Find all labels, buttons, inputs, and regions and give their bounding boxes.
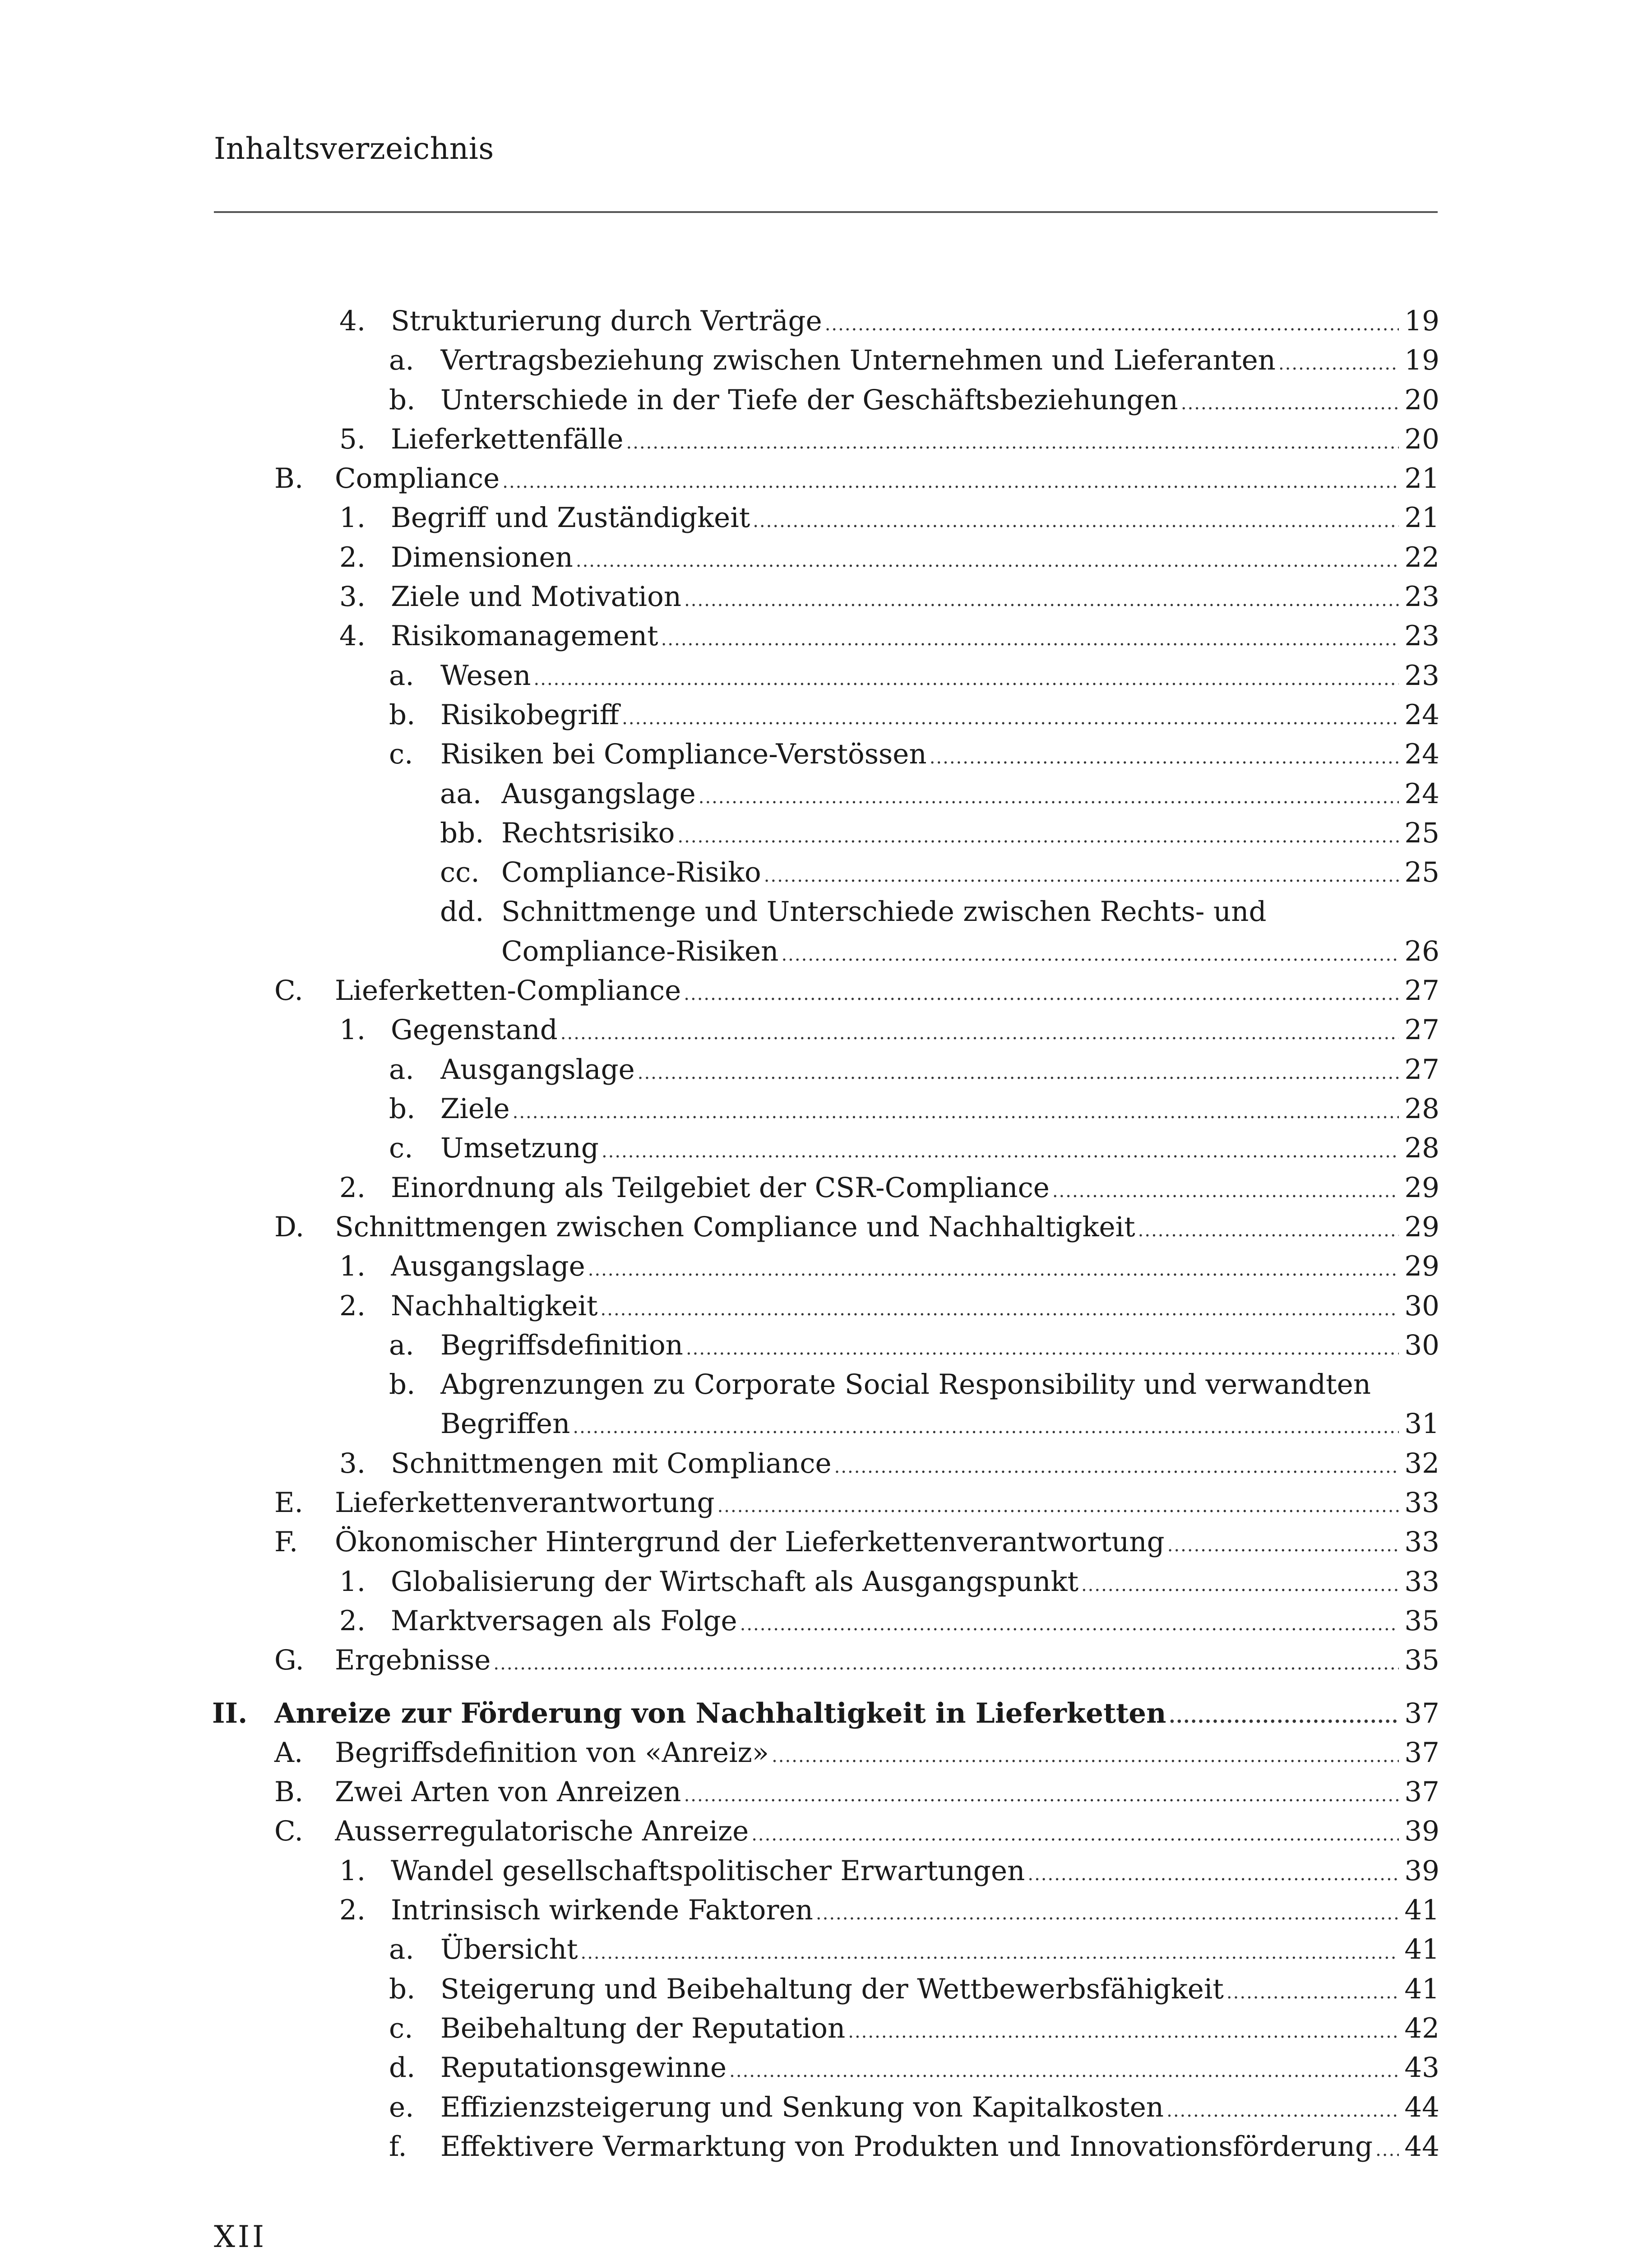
- toc-entry-title: Effektivere Vermarktung von Produkten und Innovationsförderung: [440, 2131, 1373, 2163]
- toc-entry-title: Wandel gesellschaftspolitischer Erwartungen: [391, 1855, 1025, 1887]
- toc-entry-number: a.: [389, 1329, 414, 1361]
- toc-entry-title: Schnittmengen zwischen Compliance und Nachhaltigkeit: [335, 1211, 1135, 1243]
- dot-leader: [1166, 2093, 1399, 2129]
- toc-entry-title: Globalisierung der Wirtschaft als Ausgangspunkt: [391, 1566, 1078, 1598]
- toc-entry-number: 1.: [339, 1855, 366, 1887]
- toc-entry-number: bb.: [440, 817, 484, 849]
- toc-entry-page: 29: [1404, 1211, 1439, 1243]
- toc-entry: [0, 1524, 1439, 1560]
- toc-entry-number: 4.: [339, 305, 366, 337]
- toc-entry: [0, 303, 1439, 339]
- dot-leader: [930, 740, 1399, 776]
- dot-leader: [764, 858, 1399, 894]
- toc-entry-number: 1.: [339, 1014, 366, 1046]
- toc-entry-number: c.: [389, 1132, 413, 1164]
- toc-entry: [0, 1774, 1439, 1810]
- toc-entry-number: 4.: [339, 620, 366, 652]
- toc-entry-title: Begriffsdefinition: [440, 1329, 683, 1361]
- toc-entry-title: Reputationsgewinne: [440, 2052, 727, 2084]
- dot-leader: [588, 1252, 1399, 1288]
- toc-entry-number: a.: [389, 660, 414, 692]
- toc-entry: [0, 736, 1439, 772]
- toc-entry-number: b.: [389, 384, 416, 416]
- toc-entry-page: 27: [1404, 1054, 1439, 1086]
- toc-entry-page: 44: [1404, 2091, 1439, 2123]
- toc-entry-number: A.: [274, 1737, 303, 1769]
- toc-entry-title: Ergebnisse: [335, 1644, 491, 1676]
- toc-entry-number: 2.: [339, 1894, 366, 1926]
- toc-entry-page: 29: [1404, 1172, 1439, 1204]
- toc-entry-number: c.: [389, 2012, 413, 2044]
- toc-entry-title: Ausgangslage: [501, 778, 696, 810]
- toc-entry: [0, 776, 1439, 812]
- toc-entry: [0, 1130, 1439, 1166]
- toc-entry: [0, 934, 1439, 970]
- dot-leader: [729, 2053, 1399, 2089]
- toc-entry: [0, 1696, 1439, 1732]
- toc-entry-number: 1.: [339, 1250, 366, 1282]
- toc-entry-page: 41: [1404, 1933, 1439, 1965]
- toc-entry: [0, 855, 1439, 891]
- toc-entry: [0, 1853, 1439, 1889]
- toc-entry-page: 28: [1404, 1093, 1439, 1125]
- toc-entry-page: 42: [1404, 2012, 1439, 2044]
- dot-leader: [699, 779, 1399, 815]
- toc-entry-number: cc.: [440, 856, 480, 888]
- dot-leader: [576, 543, 1399, 579]
- page-number: XII: [214, 2219, 267, 2254]
- toc-entry-number: 2.: [339, 1290, 366, 1322]
- toc-entry-number: D.: [274, 1211, 305, 1243]
- dot-leader: [848, 2014, 1399, 2050]
- dot-leader: [1138, 1212, 1399, 1248]
- dot-leader: [834, 1449, 1399, 1485]
- dot-leader: [753, 503, 1399, 539]
- dot-leader: [686, 1331, 1399, 1367]
- running-head: Inhaltsverzeichnis: [214, 131, 494, 166]
- toc-entry: [0, 1735, 1439, 1771]
- toc-entry-page: 29: [1404, 1250, 1439, 1282]
- toc-entry-page: 24: [1404, 738, 1439, 770]
- dot-leader: [825, 306, 1399, 342]
- dot-leader: [513, 1094, 1399, 1130]
- toc-entry-page: 33: [1404, 1566, 1439, 1598]
- dot-leader: [661, 621, 1399, 657]
- dot-leader: [1167, 1527, 1399, 1563]
- toc-entry: [0, 342, 1439, 379]
- toc-entry-page: 39: [1404, 1815, 1439, 1847]
- dot-leader: [1169, 1699, 1399, 1735]
- toc-entry: [0, 1012, 1439, 1048]
- toc-entry-title: Lieferkettenfälle: [391, 423, 624, 455]
- toc-entry-page: 24: [1404, 699, 1439, 731]
- toc-entry-number: C.: [274, 1815, 303, 1847]
- dot-leader: [781, 937, 1399, 973]
- toc-entry: [0, 2090, 1439, 2126]
- toc-entry-title: Beibehaltung der Reputation: [440, 2012, 846, 2044]
- toc-entry: [0, 1603, 1439, 1639]
- toc-entry: [0, 1446, 1439, 1482]
- toc-entry-number: b.: [389, 1093, 416, 1125]
- dot-leader: [1375, 2132, 1399, 2168]
- toc-entry: [0, 540, 1439, 576]
- toc-entry-page: 24: [1404, 778, 1439, 810]
- dot-leader: [601, 1291, 1399, 1327]
- toc-entry-title: Compliance-Risiko: [501, 856, 761, 888]
- dot-leader: [1027, 1856, 1399, 1892]
- toc-entry-page: 32: [1404, 1447, 1439, 1479]
- toc-entry-page: 41: [1404, 1894, 1439, 1926]
- dot-leader: [502, 464, 1399, 500]
- toc-entry-number: II.: [212, 1697, 248, 1729]
- dot-leader: [534, 661, 1399, 697]
- dot-leader: [638, 1055, 1399, 1091]
- dot-leader: [622, 700, 1399, 736]
- toc-entry-number: b.: [389, 699, 416, 731]
- dot-leader: [684, 976, 1399, 1012]
- toc-entry-number: d.: [389, 2052, 416, 2084]
- toc-entry-page: 23: [1404, 581, 1439, 613]
- toc-entry-title: Zwei Arten von Anreizen: [335, 1776, 681, 1808]
- toc-entry-title: Ziele: [440, 1093, 510, 1125]
- toc-entry: [0, 618, 1439, 654]
- toc-entry-number: 3.: [339, 581, 366, 613]
- toc-entry: [0, 579, 1439, 615]
- dot-leader: [581, 1935, 1399, 1971]
- toc-entry-title: Lieferketten-Compliance: [335, 975, 681, 1007]
- toc-entry-title: Anreize zur Förderung von Nachhaltigkeit in Lieferketten: [274, 1697, 1166, 1729]
- toc-entry-title: Wesen: [440, 660, 531, 692]
- dot-leader: [1081, 1567, 1399, 1603]
- dot-leader: [1052, 1173, 1399, 1209]
- toc-entry-page: 19: [1404, 344, 1439, 376]
- toc-entry-number: 1.: [339, 502, 366, 534]
- dot-leader: [626, 425, 1399, 461]
- toc-entry-title: Ausgangslage: [440, 1054, 635, 1086]
- toc-entry-title: Dimensionen: [391, 541, 573, 573]
- toc-entry-title: Begriffen: [440, 1408, 570, 1440]
- toc-entry: [0, 1209, 1439, 1245]
- toc-entry-page: 20: [1404, 423, 1439, 455]
- dot-leader: [772, 1738, 1399, 1774]
- toc-entry-page: 33: [1404, 1487, 1439, 1519]
- toc-entry: [0, 421, 1439, 458]
- toc-entry-page: 28: [1404, 1132, 1439, 1164]
- toc-entry-title: Risikomanagement: [391, 620, 658, 652]
- toc-entry: [0, 2129, 1439, 2165]
- toc-entry: [0, 1367, 1439, 1403]
- toc-entry-title: Marktversagen als Folge: [391, 1605, 737, 1637]
- dot-leader: [717, 1488, 1399, 1524]
- toc-entry-page: 27: [1404, 975, 1439, 1007]
- toc-entry-page: 25: [1404, 817, 1439, 849]
- dot-leader: [573, 1409, 1399, 1445]
- toc-entry: [0, 1971, 1439, 2007]
- toc-entry-number: 2.: [339, 1605, 366, 1637]
- toc-entry-page: 19: [1404, 305, 1439, 337]
- toc-entry: [0, 1892, 1439, 1928]
- toc-entry: [0, 658, 1439, 694]
- toc-entry-number: f.: [389, 2131, 407, 2163]
- toc-entry: [0, 1932, 1439, 1968]
- toc-entry-page: 20: [1404, 384, 1439, 416]
- toc-entry-number: 3.: [339, 1447, 366, 1479]
- toc-entry-title: Begriff und Zuständigkeit: [391, 502, 750, 534]
- toc-entry: [0, 2011, 1439, 2047]
- toc-entry-title: Schnittmengen mit Compliance: [391, 1447, 832, 1479]
- toc-entry-title: Rechtsrisiko: [501, 817, 675, 849]
- toc-entry-title: Steigerung und Beibehaltung der Wettbewerbsfähigkeit: [440, 1973, 1224, 2005]
- toc-entry-number: 5.: [339, 423, 366, 455]
- toc-entry-title: Nachhaltigkeit: [391, 1290, 598, 1322]
- toc-entry-page: 44: [1404, 2131, 1439, 2163]
- toc-entry: [0, 1813, 1439, 1849]
- toc-entry-title: Unterschiede in der Tiefe der Geschäftsbeziehungen: [440, 384, 1178, 416]
- toc-entry-number: E.: [274, 1487, 303, 1519]
- toc-entry: [0, 1642, 1439, 1678]
- toc-entry-page: 37: [1404, 1776, 1439, 1808]
- toc-entry-number: B.: [274, 1776, 304, 1808]
- toc-entry-page: 26: [1404, 935, 1439, 967]
- toc-entry-number: 1.: [339, 1566, 366, 1598]
- dot-leader: [684, 1777, 1399, 1813]
- toc-entry-number: c.: [389, 738, 413, 770]
- toc-entry-page: 37: [1404, 1737, 1439, 1769]
- toc-entry-title: Einordnung als Teilgebiet der CSR-Compliance: [391, 1172, 1050, 1204]
- toc-entry-number: B.: [274, 462, 304, 495]
- toc-entry-page: 31: [1404, 1408, 1439, 1440]
- toc-entry: [0, 382, 1439, 418]
- toc-entry-number: dd.: [440, 896, 484, 928]
- dot-leader: [560, 1015, 1399, 1051]
- toc-entry: [0, 461, 1439, 497]
- toc-entry-page: 33: [1404, 1526, 1439, 1558]
- toc-entry-page: 25: [1404, 856, 1439, 888]
- toc-entry-title: Übersicht: [440, 1933, 578, 1965]
- toc-entry-number: a.: [389, 344, 414, 376]
- toc-entry-number: a.: [389, 1054, 414, 1086]
- toc-entry-number: b.: [389, 1973, 416, 2005]
- toc-entry-page: 35: [1404, 1605, 1439, 1637]
- toc-entry-page: 23: [1404, 620, 1439, 652]
- toc-entry-title: Umsetzung: [440, 1132, 599, 1164]
- toc-entry-title: Strukturierung durch Verträge: [391, 305, 822, 337]
- toc-entry-title: Compliance-Risiken: [501, 935, 779, 967]
- toc-entry: [0, 815, 1439, 851]
- toc-entry-title: Ökonomischer Hintergrund der Lieferkettenverantwortung: [335, 1526, 1165, 1558]
- toc-entry-page: 41: [1404, 1973, 1439, 2005]
- toc-entry-title: Lieferkettenverantwortung: [335, 1487, 715, 1519]
- dot-leader: [816, 1895, 1399, 1932]
- toc-entry-title: Ziele und Motivation: [391, 581, 682, 613]
- toc-entry: [0, 2050, 1439, 2086]
- dot-leader: [684, 582, 1399, 618]
- toc-entry-title: Risikobegriff: [440, 699, 620, 731]
- toc-entry: [0, 1327, 1439, 1364]
- toc-entry-number: G.: [274, 1644, 304, 1676]
- toc-entry-page: 39: [1404, 1855, 1439, 1887]
- toc-entry-title: Intrinsisch wirkende Faktoren: [391, 1894, 813, 1926]
- dot-leader: [493, 1646, 1399, 1682]
- toc-entry-title: Abgrenzungen zu Corporate Social Responsibility und verwandten: [440, 1368, 1371, 1401]
- toc-entry-number: a.: [389, 1933, 414, 1965]
- toc-entry: [0, 1248, 1439, 1285]
- toc-entry: [0, 1406, 1439, 1442]
- toc-entry: [0, 697, 1439, 733]
- dot-leader: [751, 1817, 1399, 1853]
- dot-leader: [1181, 385, 1399, 421]
- toc-entry: [0, 1564, 1439, 1600]
- toc-entry-title: Ausgangslage: [391, 1250, 585, 1282]
- toc-entry-number: e.: [389, 2091, 414, 2123]
- toc-entry: [0, 1052, 1439, 1088]
- toc-entry: [0, 1170, 1439, 1206]
- toc-entry: [0, 1288, 1439, 1324]
- toc-entry-number: aa.: [440, 778, 482, 810]
- toc-entry-page: 30: [1404, 1329, 1439, 1361]
- toc-entry-page: 27: [1404, 1014, 1439, 1046]
- toc-entry: [0, 500, 1439, 536]
- toc-entry-number: 2.: [339, 1172, 366, 1204]
- dot-leader: [1278, 346, 1399, 382]
- dot-leader: [1226, 1974, 1399, 2011]
- toc-entry-number: b.: [389, 1368, 416, 1401]
- toc-entry-page: 37: [1404, 1697, 1439, 1729]
- toc-entry-title: Ausserregulatorische Anreize: [335, 1815, 749, 1847]
- toc-entry-page: 23: [1404, 660, 1439, 692]
- toc-entry-page: 30: [1404, 1290, 1439, 1322]
- toc-entry: [0, 973, 1439, 1009]
- toc-entry-title: Effizienzsteigerung und Senkung von Kapitalkosten: [440, 2091, 1164, 2123]
- toc-entry-number: C.: [274, 975, 303, 1007]
- dot-leader: [677, 818, 1399, 855]
- dot-leader: [740, 1606, 1399, 1642]
- toc-entry-title: Begriffsdefinition von «Anreiz»: [335, 1737, 769, 1769]
- toc-entry-title: Vertragsbeziehung zwischen Unternehmen und Lieferanten: [440, 344, 1276, 376]
- toc-entry-title: Compliance: [335, 462, 500, 495]
- toc-entry: [0, 894, 1439, 930]
- toc-entry-number: F.: [274, 1526, 298, 1558]
- toc-entry-page: 21: [1404, 502, 1439, 534]
- toc-entry: [0, 1091, 1439, 1127]
- toc-entry-title: Schnittmenge und Unterschiede zwischen Rechts- und: [501, 896, 1267, 928]
- toc-entry-number: 2.: [339, 541, 366, 573]
- toc-entry-page: 43: [1404, 2052, 1439, 2084]
- toc-entry-page: 22: [1404, 541, 1439, 573]
- toc-entry: [0, 1485, 1439, 1521]
- toc-entry-page: 21: [1404, 462, 1439, 495]
- dot-leader: [602, 1133, 1399, 1170]
- toc-entry-title: Gegenstand: [391, 1014, 558, 1046]
- toc-entry-page: 35: [1404, 1644, 1439, 1676]
- toc-entry-title: Risiken bei Compliance-Verstössen: [440, 738, 927, 770]
